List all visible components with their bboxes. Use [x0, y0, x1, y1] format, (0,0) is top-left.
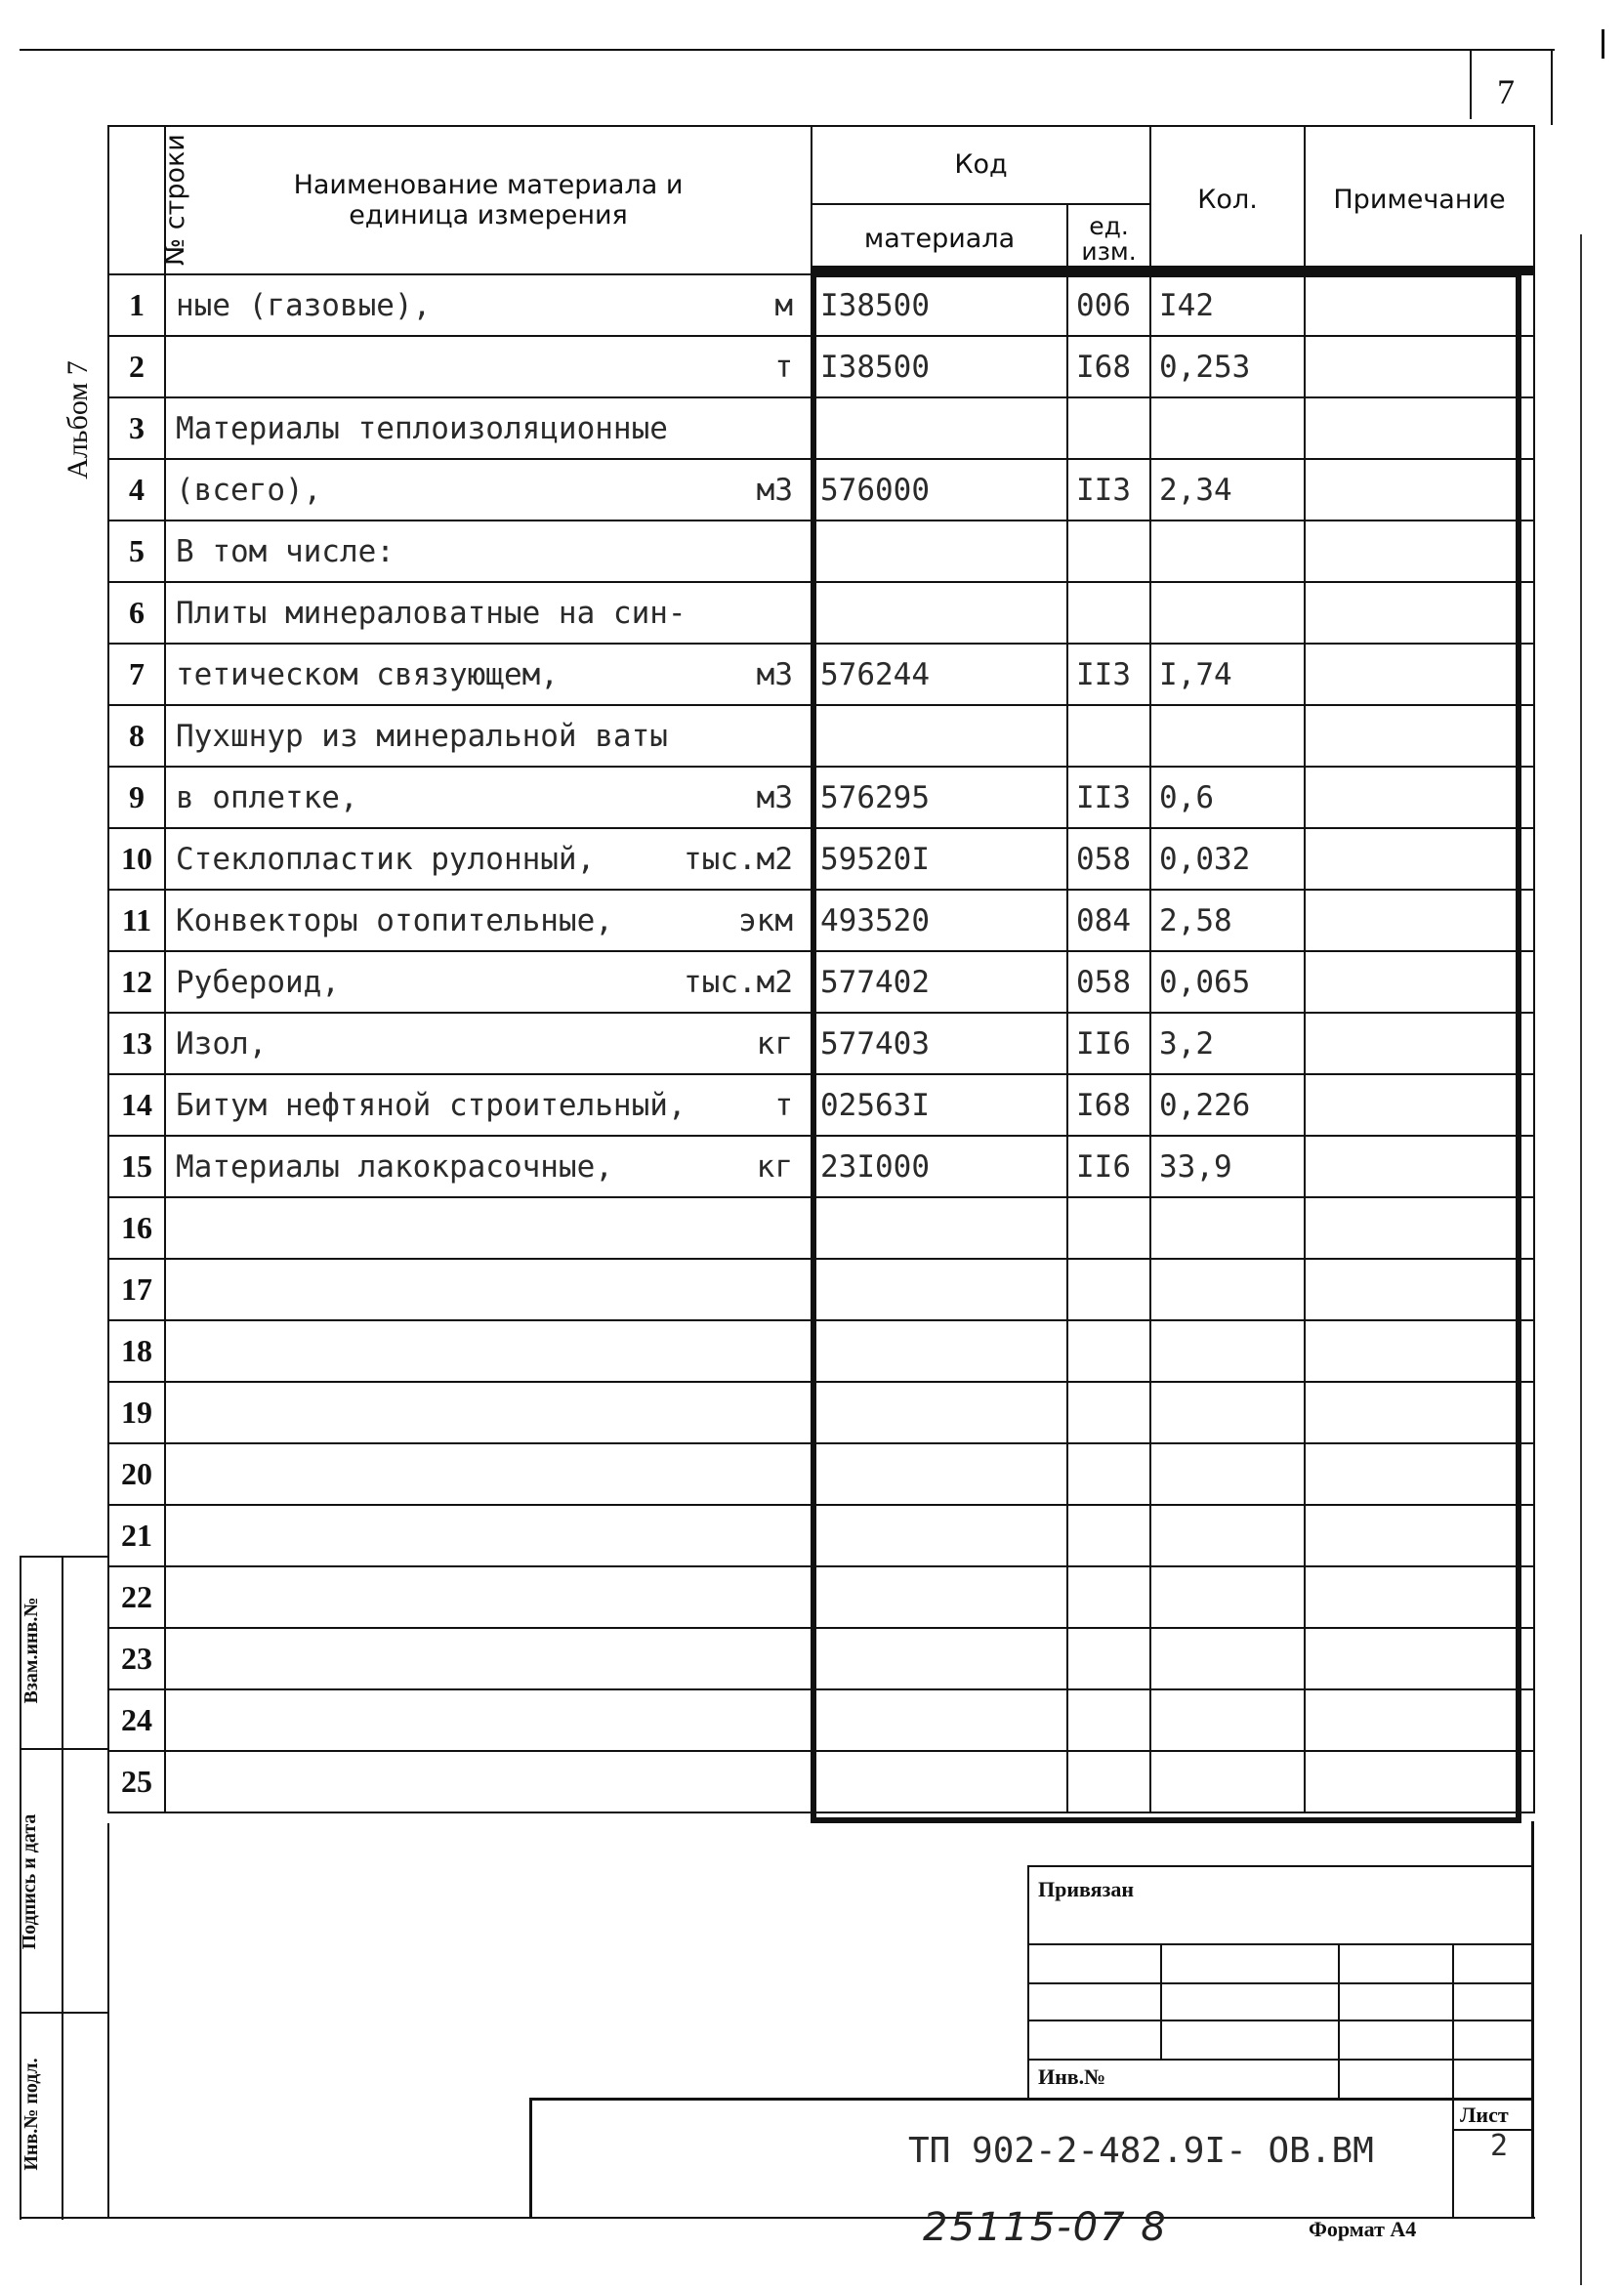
unit-code: I68 — [1067, 1074, 1150, 1136]
unit-code: 058 — [1067, 828, 1150, 890]
row-number: 15 — [108, 1136, 165, 1197]
unit-code — [1067, 1320, 1150, 1382]
tb-h4 — [1027, 2059, 1533, 2061]
row-number: 6 — [108, 582, 165, 644]
table-row — [108, 397, 1534, 459]
margin-sep-2 — [20, 2012, 109, 2014]
material-code — [812, 705, 1067, 767]
material-unit-name: м3 — [756, 656, 793, 692]
unit-code — [1067, 1566, 1150, 1628]
row-number: 24 — [108, 1689, 165, 1751]
note — [1305, 1382, 1534, 1443]
material-name-wrap — [176, 1149, 811, 1185]
unit-code: 084 — [1067, 890, 1150, 951]
code-strip-top — [529, 2098, 1533, 2101]
note — [1305, 767, 1534, 828]
table-row — [108, 1505, 1534, 1566]
row-number: 23 — [108, 1628, 165, 1689]
tb-v1 — [1160, 1943, 1162, 2059]
quantity: 33,9 — [1150, 1136, 1305, 1197]
quantity — [1150, 1751, 1305, 1812]
material-name: Битум нефтяной строительный, — [176, 1087, 687, 1123]
material-name: Материалы теплоизоляционные — [176, 410, 668, 446]
unit-code: II3 — [1067, 767, 1150, 828]
note — [1305, 1197, 1534, 1259]
material-name-cell — [165, 521, 812, 582]
material-name-cell — [165, 1505, 812, 1566]
sheet-label: Лист — [1460, 2103, 1509, 2127]
material-code — [812, 1566, 1067, 1628]
unit-code — [1067, 1505, 1150, 1566]
material-code: 23I000 — [812, 1136, 1067, 1197]
material-code: 02563I — [812, 1074, 1067, 1136]
sheet-number: 2 — [1489, 2129, 1509, 2163]
material-name-cell — [165, 1197, 812, 1259]
quantity: I42 — [1150, 274, 1305, 336]
header-code: Код — [812, 126, 1150, 204]
header-note: Примечание — [1305, 126, 1534, 274]
note — [1305, 1259, 1534, 1320]
material-code — [812, 1628, 1067, 1689]
material-name-wrap — [176, 288, 811, 323]
note — [1305, 828, 1534, 890]
header-name: Наименование материала и единица измерения — [165, 126, 812, 274]
table-row — [108, 582, 1534, 644]
material-name-cell — [165, 274, 812, 336]
table-row — [108, 1197, 1534, 1259]
material-name-wrap — [176, 473, 811, 508]
quantity — [1150, 1259, 1305, 1320]
page-number: 7 — [1497, 72, 1515, 111]
table-row — [108, 274, 1534, 336]
linked-label: Привязан — [1038, 1877, 1135, 1901]
material-unit-name: м — [774, 287, 793, 323]
table-row — [108, 459, 1534, 521]
row-number: 18 — [108, 1320, 165, 1382]
material-code: 576295 — [812, 767, 1067, 828]
material-name-cell — [165, 1751, 812, 1812]
note — [1305, 1443, 1534, 1505]
row-number: 1 — [108, 274, 165, 336]
row-number: 3 — [108, 397, 165, 459]
row-number: 25 — [108, 1751, 165, 1812]
material-name-cell — [165, 767, 812, 828]
header-qty: Кол. — [1150, 126, 1305, 274]
row-number: 19 — [108, 1382, 165, 1443]
material-name-cell — [165, 336, 812, 397]
material-code: I38500 — [812, 274, 1067, 336]
table-row — [108, 521, 1534, 582]
code-strip-left — [529, 2098, 532, 2219]
table-row — [108, 336, 1534, 397]
quantity — [1150, 521, 1305, 582]
material-name-cell — [165, 1566, 812, 1628]
material-unit-name: т — [774, 349, 793, 385]
material-unit-name: экм — [738, 902, 793, 938]
note — [1305, 336, 1534, 397]
row-number: 14 — [108, 1074, 165, 1136]
material-name: Стеклопластик рулонный, — [176, 841, 596, 877]
tb-h3 — [1027, 2020, 1533, 2021]
note — [1305, 1013, 1534, 1074]
tb-v2 — [1338, 1943, 1340, 2098]
row-number: 16 — [108, 1197, 165, 1259]
unit-code — [1067, 1443, 1150, 1505]
material-name-cell — [165, 1320, 812, 1382]
material-code: 493520 — [812, 890, 1067, 951]
note — [1305, 397, 1534, 459]
material-name-wrap — [176, 534, 811, 569]
material-name-cell — [165, 1136, 812, 1197]
quantity — [1150, 1443, 1305, 1505]
sheet-box-left — [1452, 2098, 1454, 2219]
header-unit: ед. изм. — [1067, 204, 1150, 274]
note — [1305, 274, 1534, 336]
material-unit-name: м3 — [756, 472, 793, 508]
row-number: 12 — [108, 951, 165, 1013]
material-name-wrap — [176, 780, 811, 815]
note — [1305, 1136, 1534, 1197]
right-edge-line — [1580, 234, 1582, 2285]
material-code: I38500 — [812, 336, 1067, 397]
row-number: 13 — [108, 1013, 165, 1074]
material-name-wrap — [176, 596, 811, 631]
material-name-cell — [165, 582, 812, 644]
material-name-wrap — [176, 842, 811, 877]
material-unit-name: тыс.м2 — [684, 964, 793, 1000]
quantity — [1150, 1382, 1305, 1443]
material-code — [812, 582, 1067, 644]
material-code — [812, 1689, 1067, 1751]
quantity: 0,065 — [1150, 951, 1305, 1013]
material-name-cell — [165, 644, 812, 705]
unit-code: II3 — [1067, 459, 1150, 521]
material-name-wrap — [176, 1088, 811, 1123]
material-name: Плиты минераловатные на син- — [176, 595, 687, 631]
material-code — [812, 1382, 1067, 1443]
material-name-cell — [165, 1443, 812, 1505]
row-number: 22 — [108, 1566, 165, 1628]
material-name-cell — [165, 828, 812, 890]
row-number: 17 — [108, 1259, 165, 1320]
note — [1305, 521, 1534, 582]
row-number: 7 — [108, 644, 165, 705]
table-row — [108, 1443, 1534, 1505]
row-number: 9 — [108, 767, 165, 828]
page-number-right — [1551, 51, 1553, 125]
material-name-cell — [165, 397, 812, 459]
note — [1305, 1751, 1534, 1812]
unit-code — [1067, 397, 1150, 459]
unit-code — [1067, 705, 1150, 767]
material-code — [812, 1443, 1067, 1505]
unit-code: 006 — [1067, 274, 1150, 336]
material-unit-name: тыс.м2 — [684, 841, 793, 877]
material-name-wrap — [176, 719, 811, 754]
note — [1305, 1566, 1534, 1628]
unit-code: 058 — [1067, 951, 1150, 1013]
material-name: Пухшнур из минеральной ваты — [176, 718, 668, 754]
note — [1305, 890, 1534, 951]
table-row — [108, 951, 1534, 1013]
row-number: 4 — [108, 459, 165, 521]
page-number-divider — [1470, 51, 1472, 119]
materials-table — [107, 125, 1535, 1813]
top-rule — [20, 49, 1555, 51]
material-code — [812, 1320, 1067, 1382]
quantity — [1150, 705, 1305, 767]
quantity: 0,6 — [1150, 767, 1305, 828]
material-name-wrap — [176, 903, 811, 938]
material-name: тетическом связующем, — [176, 656, 559, 692]
material-name-cell — [165, 1628, 812, 1689]
margin-label-signature-date: Подпись и дата — [19, 1813, 40, 1950]
row-number: 2 — [108, 336, 165, 397]
material-name: Материалы лакокрасочные, — [176, 1148, 613, 1185]
tb-top — [1027, 1865, 1533, 1867]
unit-code: II6 — [1067, 1013, 1150, 1074]
inv-no-label: Инв.№ — [1038, 2064, 1106, 2089]
material-code: 576244 — [812, 644, 1067, 705]
quantity: 2,58 — [1150, 890, 1305, 951]
quantity: 2,34 — [1150, 459, 1305, 521]
material-name: в оплетке, — [176, 779, 358, 815]
material-code: 577402 — [812, 951, 1067, 1013]
tb-h2 — [1027, 1982, 1533, 1984]
quantity — [1150, 1197, 1305, 1259]
material-code — [812, 397, 1067, 459]
table-row — [108, 1320, 1534, 1382]
material-code: 577403 — [812, 1013, 1067, 1074]
table-row — [108, 1689, 1534, 1751]
note — [1305, 459, 1534, 521]
header-row-no — [108, 126, 190, 274]
table-row — [108, 1566, 1534, 1628]
unit-code — [1067, 1382, 1150, 1443]
note — [1305, 582, 1534, 644]
material-name-wrap — [176, 350, 811, 385]
note — [1305, 705, 1534, 767]
document-code: ТП 902-2-482.9I- ОВ.ВМ — [908, 2131, 1374, 2171]
table-row — [108, 1628, 1534, 1689]
header-material: материала — [812, 204, 1067, 274]
material-name: Рубероид, — [176, 964, 340, 1000]
material-code: 59520I — [812, 828, 1067, 890]
material-name-wrap — [176, 411, 811, 446]
margin-label-replacement-inv: Взам.инв.№ — [21, 1597, 42, 1704]
material-name: В том числе: — [176, 533, 395, 569]
margin-label-original-inv: Инв.№ подл. — [21, 2058, 42, 2171]
row-number: 21 — [108, 1505, 165, 1566]
margin-inner-divider — [62, 1556, 63, 2220]
material-name-cell — [165, 951, 812, 1013]
note — [1305, 951, 1534, 1013]
quantity — [1150, 397, 1305, 459]
quantity: 0,253 — [1150, 336, 1305, 397]
material-name-cell — [165, 459, 812, 521]
material-name: Конвекторы отопительные, — [176, 902, 613, 938]
quantity: I,74 — [1150, 644, 1305, 705]
row-number: 5 — [108, 521, 165, 582]
unit-code — [1067, 582, 1150, 644]
note — [1305, 1689, 1534, 1751]
material-name-wrap — [176, 965, 811, 1000]
header-thick-rule — [811, 266, 1533, 273]
table-row — [108, 1136, 1534, 1197]
material-name-cell — [165, 1013, 812, 1074]
material-code: 576000 — [812, 459, 1067, 521]
quantity: 0,226 — [1150, 1074, 1305, 1136]
note — [1305, 1320, 1534, 1382]
quantity — [1150, 1505, 1305, 1566]
note — [1305, 1505, 1534, 1566]
material-name: ные (газовые), — [176, 287, 432, 323]
material-name-wrap — [176, 1026, 811, 1062]
material-name: Изол, — [176, 1025, 268, 1062]
tb-v3 — [1452, 1943, 1454, 2098]
material-unit-name: т — [774, 1087, 793, 1123]
quantity — [1150, 1320, 1305, 1382]
unit-code — [1067, 521, 1150, 582]
material-code — [812, 1751, 1067, 1812]
unit-code — [1067, 1259, 1150, 1320]
quantity: 3,2 — [1150, 1013, 1305, 1074]
header-row-no-label: № строки — [159, 134, 190, 267]
material-code — [812, 1505, 1067, 1566]
format-label: Формат А4 — [1309, 2217, 1417, 2241]
row-number: 11 — [108, 890, 165, 951]
material-name-wrap — [176, 657, 811, 692]
table-row — [108, 767, 1534, 828]
row-number: 10 — [108, 828, 165, 890]
unit-code — [1067, 1628, 1150, 1689]
table-row — [108, 828, 1534, 890]
handwritten-number: 25115-07 8 — [923, 2205, 1168, 2250]
table-row — [108, 1259, 1534, 1320]
material-unit-name: м3 — [756, 779, 793, 815]
table-row — [108, 705, 1534, 767]
table-row — [108, 1013, 1534, 1074]
material-code — [812, 1197, 1067, 1259]
row-number: 20 — [108, 1443, 165, 1505]
row-number: 8 — [108, 705, 165, 767]
material-name-cell — [165, 890, 812, 951]
note — [1305, 644, 1534, 705]
quantity: 0,032 — [1150, 828, 1305, 890]
material-code — [812, 521, 1067, 582]
quantity — [1150, 1689, 1305, 1751]
note — [1305, 1628, 1534, 1689]
margin-sep-1 — [20, 1748, 109, 1750]
right-edge-mark — [1602, 29, 1604, 59]
album-label: Альбом 7 — [62, 360, 94, 479]
unit-code — [1067, 1689, 1150, 1751]
unit-code: II6 — [1067, 1136, 1150, 1197]
quantity — [1150, 582, 1305, 644]
material-name: (всего), — [176, 472, 322, 508]
margin-top — [20, 1556, 109, 1558]
material-name-cell — [165, 1382, 812, 1443]
material-name-cell — [165, 1689, 812, 1751]
table-row — [108, 1751, 1534, 1812]
quantity — [1150, 1566, 1305, 1628]
table-row — [108, 890, 1534, 951]
table-row — [108, 1074, 1534, 1136]
unit-code: I68 — [1067, 336, 1150, 397]
unit-code — [1067, 1197, 1150, 1259]
quantity — [1150, 1628, 1305, 1689]
material-unit-name: кг — [756, 1025, 793, 1062]
unit-code: II3 — [1067, 644, 1150, 705]
material-name-cell — [165, 705, 812, 767]
material-name-cell — [165, 1259, 812, 1320]
tb-h1 — [1027, 1943, 1533, 1945]
note — [1305, 1074, 1534, 1136]
table-row — [108, 1382, 1534, 1443]
material-code — [812, 1259, 1067, 1320]
table-left-extension — [107, 1823, 109, 2219]
material-name-cell — [165, 1074, 812, 1136]
table-row — [108, 644, 1534, 705]
unit-code — [1067, 1751, 1150, 1812]
material-unit-name: кг — [756, 1148, 793, 1185]
